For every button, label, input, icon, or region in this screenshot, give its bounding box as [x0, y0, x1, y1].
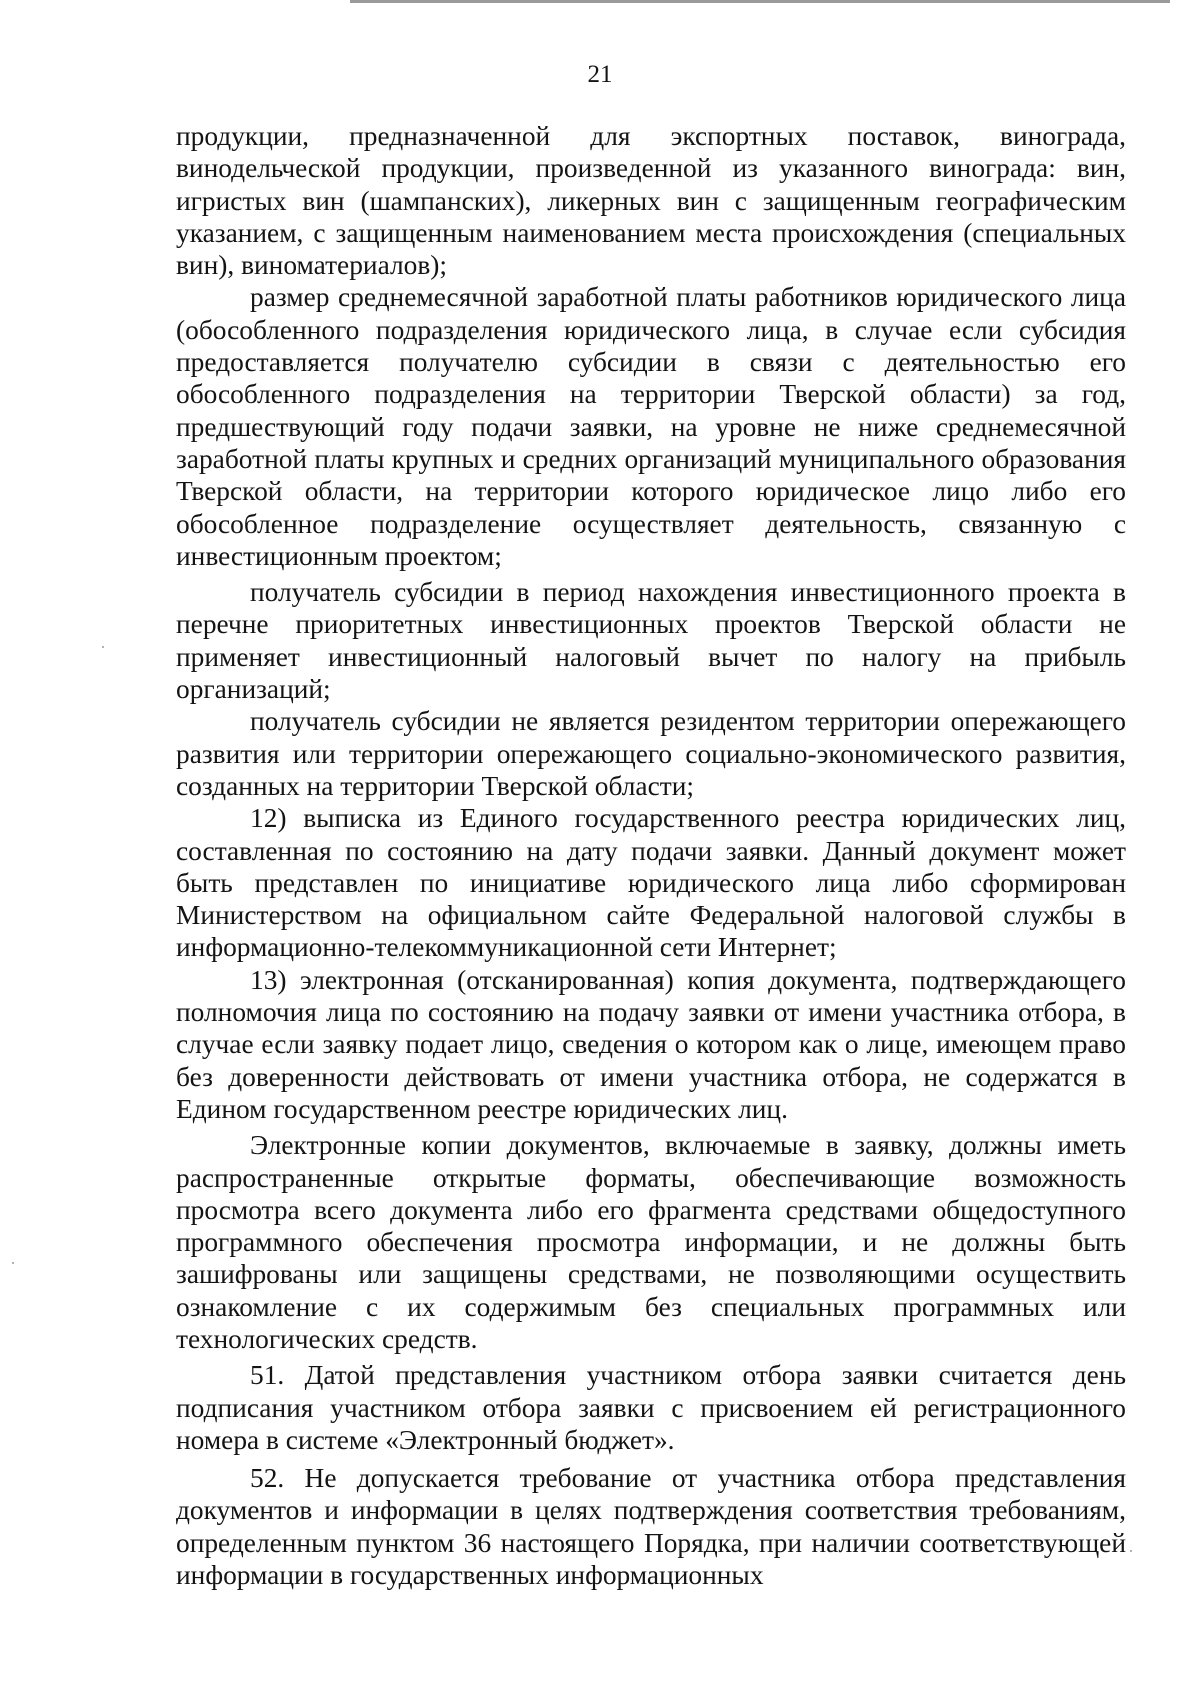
scan-speck — [1130, 1550, 1132, 1552]
paragraph-continuation: продукции, предназначенной для экспортных поставок, винограда, винодельческой продукции, произведенной из указанного винограда: вин, игристых вин (шампанских), ликерных вин с защищенным географическим указанием, с защищенным наименованием места происхождения (специальных вин), виноматериалов); — [176, 121, 1126, 281]
page-number: 21 — [587, 61, 613, 88]
paragraph-resident-status: получатель субсидии не является резидентом территории опережающего развития или территории опережающего социально-экономического развития, созданных на территории Тверской области; — [176, 706, 1126, 801]
scan-speck — [102, 646, 104, 648]
scan-speck — [12, 1262, 14, 1264]
paragraph-electronic-copies: Электронные копии документов, включаемые в заявку, должны иметь распространенные открытые форматы, обеспечивающие возможность просмотра всего документа либо его фрагмента средствами общедоступного программного обеспечения просмотра информации, и не должны быть зашифрованы или защищены средствами, не позволяющими осуществить ознакомление с их содержимым без специальных программных или технологических средств. — [176, 1130, 1126, 1354]
paragraph-average-salary: размер среднемесячной заработной платы работников юридического лица (обособленного подразделения юридического лица, в случае если субсидия предоставляется получателю субсидии в связи с деятельностью его обособленного подразделения на территории Тверской области) за год, предшествующий году подачи заявки, на уровне не ниже среднемесячной заработной платы крупных и средних организаций муниципального образования Тверской области, на территории которого юридическое лицо либо его обособленное подразделение осуществляет деятельность, связанную с инвестиционным проектом; — [176, 282, 1126, 571]
scan-top-edge — [350, 0, 1170, 3]
document-body — [176, 120, 1126, 1591]
paragraph-item-13: 13) электронная (отсканированная) копия документа, подтверждающего полномочия лица по состоянию на подачу заявки от имени участника отбора, в случае если заявку подает лицо, сведения о котором как о лице, имеющем право без доверенности действовать от имени участника отбора, не содержатся в Едином государственном реестре юридических лиц. — [176, 964, 1126, 1124]
paragraph-item-12: 12) выписка из Единого государственного реестра юридических лиц, составленная по состоянию на дату подачи заявки. Данный документ может быть представлен по инициативе юридического лица либо сформирован Министерством на официальном сайте Федеральной налоговой службы в информационно-телекоммуникационной сети Интернет; — [176, 803, 1126, 963]
paragraph-52: 52. Не допускается требование от участника отбора представления документов и информации в целях подтверждения соответствия требованиям, определенным пунктом 36 настоящего Порядка, при наличии соответствующей информации в государственных информационных — [176, 1463, 1126, 1591]
paragraph-tax-deduction: получатель субсидии в период нахождения инвестиционного проекта в перечне приоритетных инвестиционных проектов Тверской области не применяет инвестиционный налоговый вычет по налогу на прибыль организаций; — [176, 577, 1126, 705]
paragraph-51: 51. Датой представления участником отбора заявки считается день подписания участником отбора заявки с присвоением ей регистрационного номера в системе «Электронный бюджет». — [176, 1360, 1126, 1455]
